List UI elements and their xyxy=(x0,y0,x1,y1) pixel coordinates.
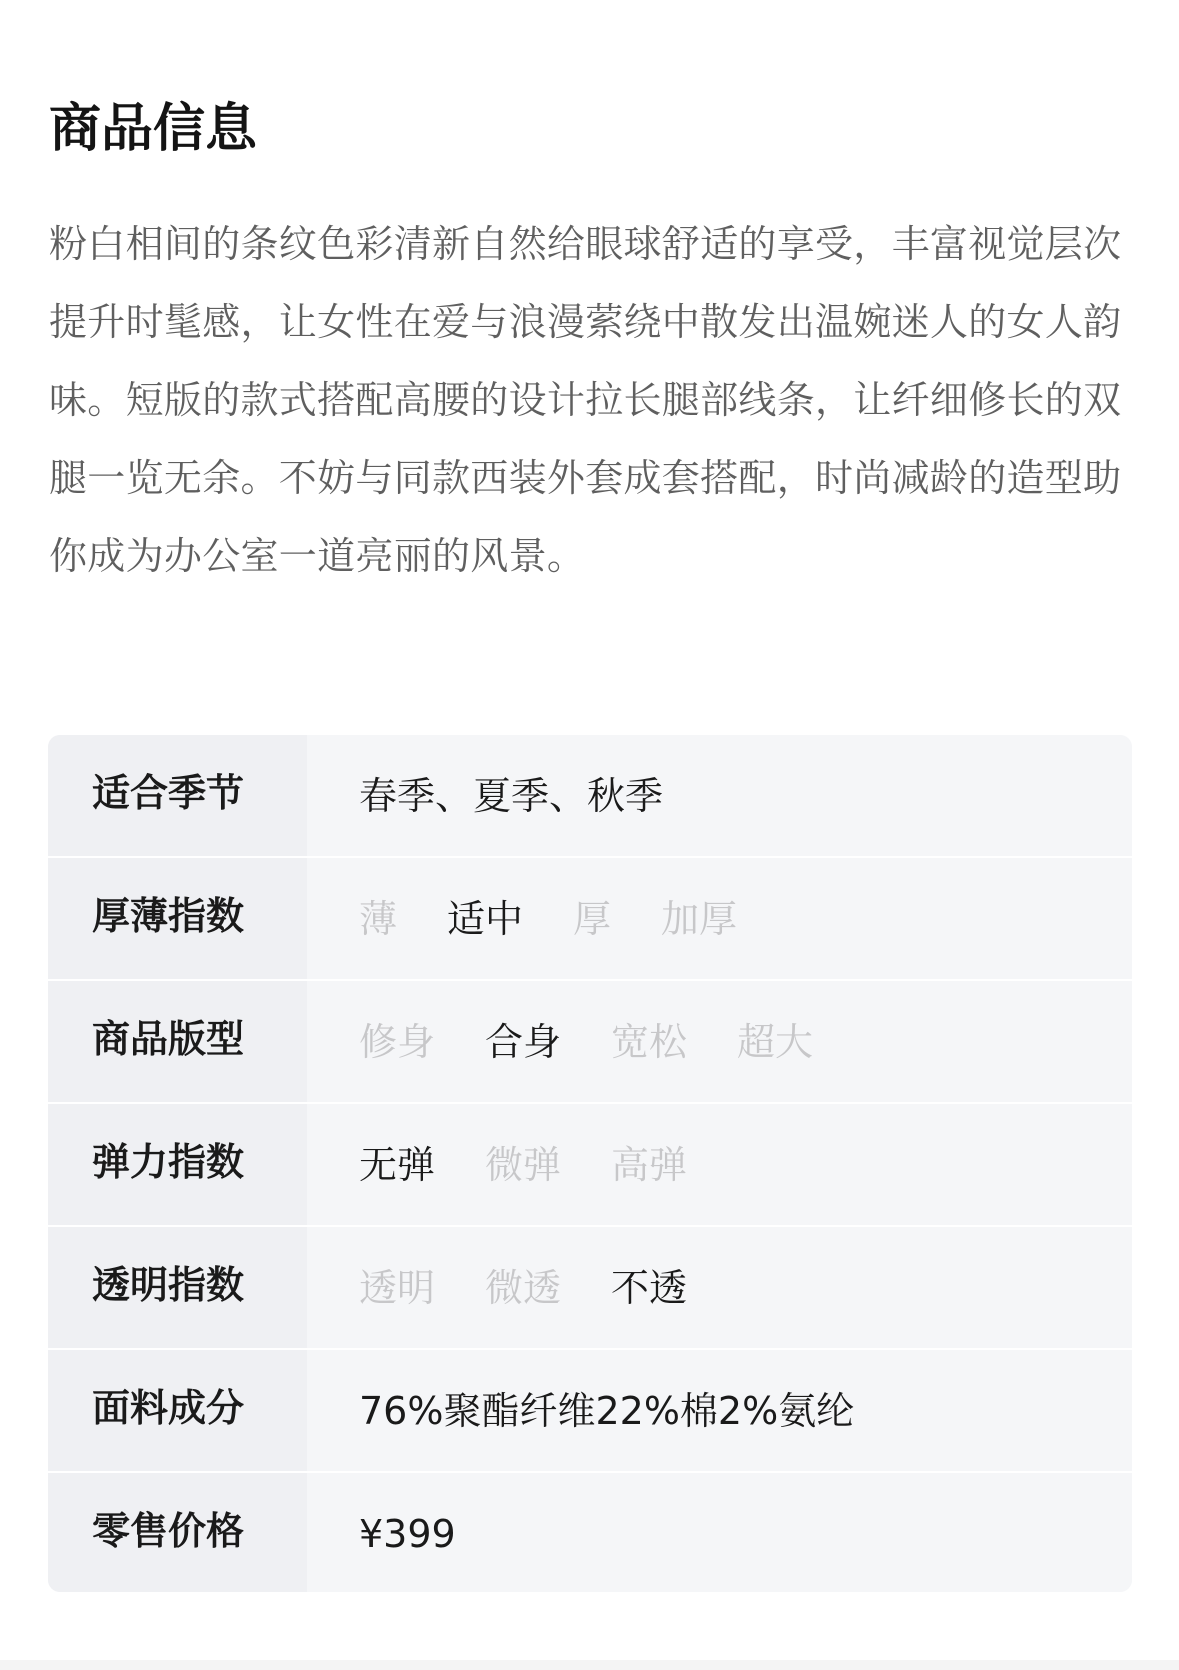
spec-label: 适合季节 xyxy=(92,771,245,815)
option-list xyxy=(359,1227,737,1348)
spec-label-cell xyxy=(48,858,307,979)
spec-label-cell xyxy=(48,735,307,856)
option-list xyxy=(359,1104,737,1225)
spec-row-fit xyxy=(48,981,1132,1102)
spec-value: 76%聚酯纤维22%棉2%氨纶 xyxy=(359,1389,855,1433)
spec-row-thickness xyxy=(48,858,1132,979)
option-list xyxy=(359,981,863,1102)
option: 透明 xyxy=(359,1265,436,1310)
option: 薄 xyxy=(359,896,398,941)
option: 高弹 xyxy=(611,1142,688,1187)
spec-value: ¥399 xyxy=(359,1512,456,1556)
spec-label-cell xyxy=(48,1104,307,1225)
option: 宽松 xyxy=(611,1019,688,1064)
option-list xyxy=(359,858,787,979)
option: 修身 xyxy=(359,1019,436,1064)
bottom-divider xyxy=(0,1660,1179,1670)
spec-row-elasticity xyxy=(48,1104,1132,1225)
spec-label-cell xyxy=(48,1473,307,1592)
spec-label: 面料成分 xyxy=(92,1386,245,1430)
spec-row-transparency xyxy=(48,1227,1132,1348)
option: 加厚 xyxy=(661,896,738,941)
spec-row-fabric xyxy=(48,1350,1132,1471)
spec-label: 零售价格 xyxy=(92,1509,245,1553)
spec-label: 透明指数 xyxy=(92,1263,245,1307)
spec-label-cell xyxy=(48,981,307,1102)
option: 超大 xyxy=(737,1019,814,1064)
option: 微弹 xyxy=(485,1142,562,1187)
spec-row-price xyxy=(48,1473,1132,1592)
product-description: 粉白相间的条纹色彩清新自然给眼球舒适的享受，丰富视觉层次提升时髦感，让女性在爱与浪漫萦绕中散发出温婉迷人的女人韵味。短版的款式搭配高腰的设计拉长腿部线条，让纤细修长的双腿一览无余。不妨与同款西装外套成套搭配，时尚减龄的造型助你成为办公室一道亮丽的风景。 xyxy=(49,222,1122,578)
spec-label-cell xyxy=(48,1227,307,1348)
spec-value-cell xyxy=(310,1104,1132,1225)
spec-table xyxy=(48,735,1132,1592)
spec-label: 弹力指数 xyxy=(92,1140,245,1184)
option-selected: 无弹 xyxy=(359,1142,436,1187)
spec-value-cell xyxy=(310,858,1132,979)
spec-value-cell xyxy=(310,1350,1132,1471)
spec-label: 商品版型 xyxy=(92,1017,245,1061)
spec-label-cell xyxy=(48,1350,307,1471)
spec-label: 厚薄指数 xyxy=(92,894,245,938)
option-selected: 适中 xyxy=(447,896,524,941)
spec-row-season xyxy=(48,735,1132,856)
option-selected: 合身 xyxy=(485,1019,562,1064)
option: 厚 xyxy=(573,896,612,941)
spec-value-cell xyxy=(310,981,1132,1102)
section-title: 商品信息 xyxy=(49,99,258,159)
spec-value-cell xyxy=(310,735,1132,856)
spec-value: 春季、夏季、秋季 xyxy=(359,774,664,818)
spec-value-cell xyxy=(310,1473,1132,1592)
spec-value-cell xyxy=(310,1227,1132,1348)
option-selected: 不透 xyxy=(611,1265,688,1310)
option: 微透 xyxy=(485,1265,562,1310)
